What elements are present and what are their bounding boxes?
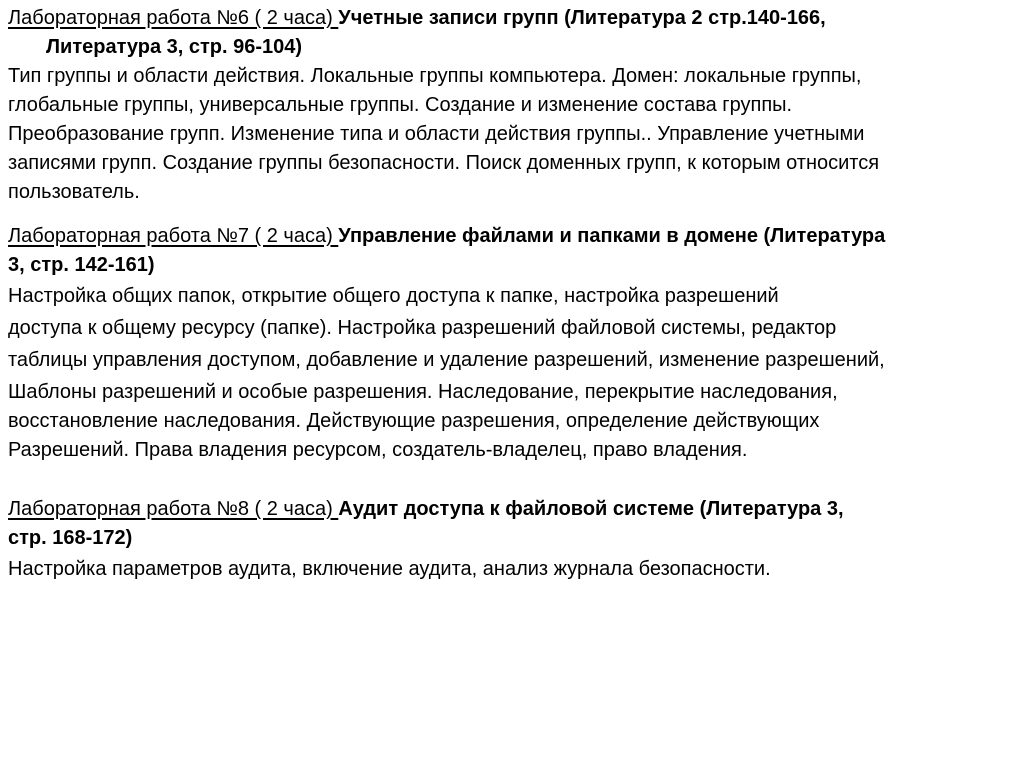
lab-work-7-section	[8, 222, 885, 466]
lab-work-7-prefix: Лабораторная работа №7 ( 2 часа)	[8, 225, 339, 247]
lab-work-8-title: Аудит доступа к файловой системе (Литература 3,	[338, 498, 844, 520]
lab-work-8-title-continuation: стр. 168-172)	[8, 527, 133, 549]
lab-work-8-heading	[8, 495, 844, 524]
lab-work-8-prefix: Лабораторная работа №8 ( 2 часа)	[8, 498, 339, 520]
lab-work-6-section	[8, 4, 879, 207]
lab-work-7-title: Управление файлами и папками в домене (Литература	[338, 225, 886, 247]
lab-work-7-title-continuation: 3, стр. 142-161)	[8, 254, 155, 276]
lab-work-6-prefix: Лабораторная работа №6 ( 2 часа)	[8, 7, 339, 29]
lab-work-6-body-line: Тип группы и области действия. Локальные группы компьютера. Домен: локальные группы,	[8, 65, 862, 87]
lab-work-8-section	[8, 495, 844, 585]
lab-work-6-heading	[8, 4, 879, 33]
lab-work-6-title: Учетные записи групп (Литература 2 стр.140-166,	[338, 7, 826, 29]
lab-work-7-heading	[8, 222, 885, 251]
lab-work-7-body-line: таблицы управления доступом, добавление и удаление разрешений, изменение разрешений,	[8, 349, 885, 371]
lab-work-7-body-line: Настройка общих папок, открытие общего доступа к папке, настройка разрешений	[8, 285, 779, 307]
lab-work-7-body-line: восстановление наследования. Действующие разрешения, определение действующих	[8, 410, 820, 432]
lab-work-7-body-line: Разрешений. Права владения ресурсом, создатель-владелец, право владения.	[8, 439, 748, 461]
lab-work-6-body-line: глобальные группы, универсальные группы. Создание и изменение состава группы.	[8, 94, 793, 116]
lab-work-8-body-line: Настройка параметров аудита, включение аудита, анализ журнала безопасности.	[8, 558, 771, 580]
lab-work-6-body-line: пользователь.	[8, 181, 140, 203]
lab-work-6-body-line: записями групп. Создание группы безопасности. Поиск доменных групп, к которым относится	[8, 152, 880, 174]
lab-work-6-title-continuation: Литература 3, стр. 96-104)	[46, 36, 303, 58]
lab-work-6-body-line: Преобразование групп. Изменение типа и области действия группы.. Управление учетными	[8, 123, 865, 145]
lab-work-7-body-line: Шаблоны разрешений и особые разрешения. Наследование, перекрытие наследования,	[8, 381, 838, 403]
lab-work-7-body-line: доступа к общему ресурсу (папке). Настройка разрешений файловой системы, редактор	[8, 317, 837, 339]
